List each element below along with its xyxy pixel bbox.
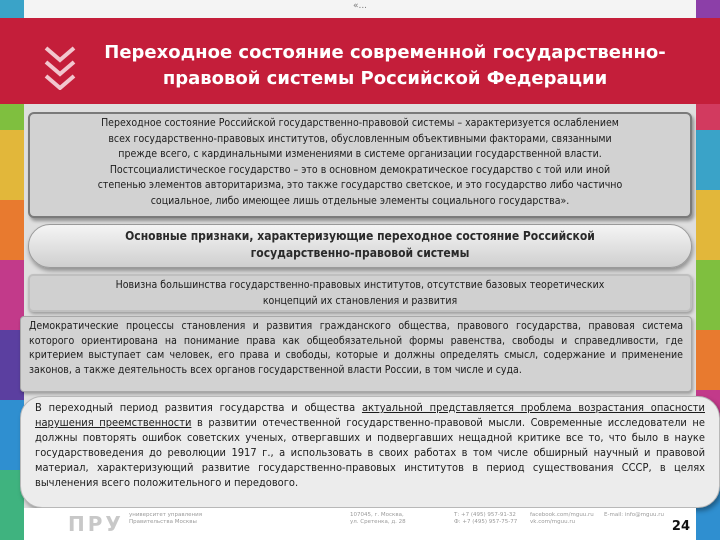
footer-address: [350, 512, 406, 526]
definition-line: социальное, либо имеющее лишь отдельные элементы социального государства».: [150, 194, 570, 207]
footer-social-line[interactable]: vk.com/mguu.ru: [530, 519, 576, 525]
definition-line: Постсоциалистическое государство – это в основном демократическое государство с той или иной: [109, 163, 611, 176]
footer: [24, 508, 696, 540]
top-strip: [24, 0, 696, 18]
features-heading-box: [28, 224, 692, 268]
features-heading-line: государственно-правовой системы: [250, 246, 470, 260]
footer-social-line[interactable]: facebook.com/mguu.ru: [530, 512, 594, 518]
title-line: Переходное состояние современной государственно-: [104, 42, 666, 63]
page-number: 24: [671, 519, 690, 534]
conclusion-text: В переходный период развития государства и общества: [35, 401, 362, 414]
feature-line: Новизна большинства государственно-правовых институтов, отсутствие базовых теоретических: [115, 279, 605, 291]
university-logo: ПРУ: [68, 512, 124, 536]
feature-democracy-text: Демократические процессы становления и развития гражданского общества, правового государства, правовая система которого ориентирована на понимание права как общеобязательной формы равенства, свободы и справедливости, где критерием выступает сам человек, его права и свободы, которые и должны определять смысл, содержание и применение законов, а также деятельность всех органов государственной власти России, в том числе и суда.: [29, 320, 683, 376]
feature-novelty-box: [28, 274, 692, 312]
title-line: правовой системы Российской Федерации: [162, 68, 608, 89]
feature-democracy-box: [20, 316, 692, 392]
conclusion-text: в развитии отечественной государственно-правовой мысли. Современные исследователи не должны повторять ошибок советских ученых, отвергавших и подвергавших нещадной критике все то, что было в науке государствоведения до революции 1917 г., а использовать в своих работах в том числе обширный научный и правовой материал, характеризующий развитие государственно-правовых институтов в период существования СССР, в целях вычленения всего положительного и передового.: [35, 416, 705, 489]
definition-line: прежде всего, с кардинальными изменениями в системе организации государственной власти.: [118, 148, 602, 160]
double-chevron-down-icon: [40, 42, 80, 90]
slide-title: [100, 40, 670, 92]
footer-address-line: ул. Сретенка, д. 28: [350, 519, 406, 525]
feature-line: концепций их становления и развития: [262, 294, 458, 307]
top-mark: «...: [352, 1, 368, 11]
footer-phone-line: Ф: +7 (495) 957-75-77: [454, 519, 518, 525]
conclusion-underlined-text: актуальной представляется проблема возрастания опасности нарушения преемственности: [35, 401, 705, 429]
definition-line: всех государственно-правовых институтов, обусловленным объективными факторами, связанными: [108, 132, 612, 145]
conclusion-box: [20, 396, 720, 508]
footer-phone-line: Т: +7 (495) 957-91-32: [454, 512, 516, 518]
definition-line: Переходное состояние Российской государственно-правовой системы – характеризуется ослаблением: [101, 117, 619, 129]
slide-header: [0, 18, 720, 104]
footer-phones: [454, 512, 517, 526]
footer-org-line: Правительства Москвы: [129, 519, 197, 525]
definition-line: степенью элементов авторитаризма, это также государство светское, и это государство либо частично: [97, 179, 623, 191]
footer-address-line: 107045, г. Москва,: [350, 512, 404, 518]
footer-org: [129, 512, 202, 526]
footer-email[interactable]: E-mail: info@mguu.ru: [604, 512, 664, 518]
footer-social: [530, 512, 594, 526]
features-heading-line: Основные признаки, характеризующие переходное состояние Российской: [125, 229, 595, 243]
definition-box: [28, 112, 692, 218]
footer-org-line: университет управления: [129, 512, 203, 518]
